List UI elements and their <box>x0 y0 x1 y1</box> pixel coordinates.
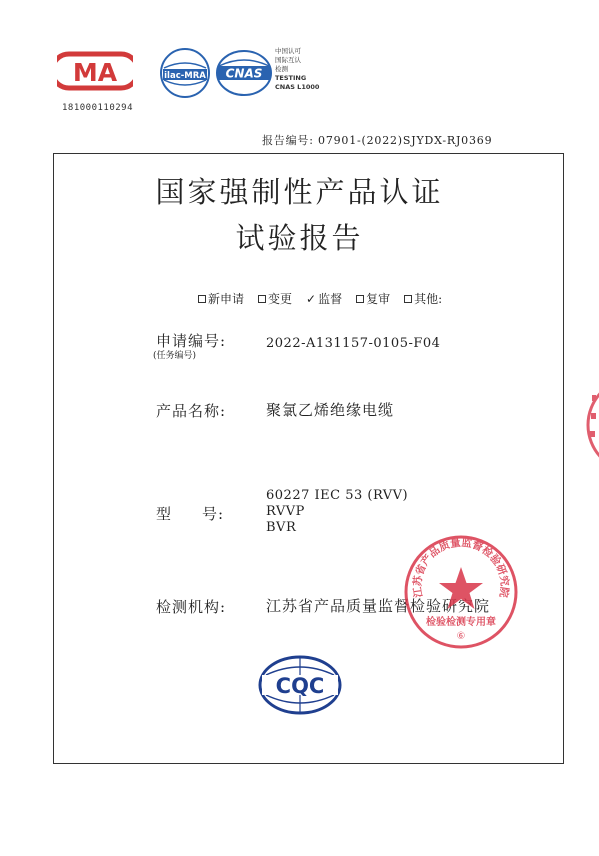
stamp-subtext: 检验检测专用章 <box>426 617 496 628</box>
report-type-checkboxes <box>198 290 442 307</box>
checkbox-other[interactable] <box>404 290 442 307</box>
checkbox-label: 监督 <box>318 292 343 306</box>
cnas-line: 国际互认 <box>275 56 301 64</box>
stamp-number: ⑥ <box>456 631 466 642</box>
cnas-line: 中国认可 <box>275 47 301 55</box>
report-title-line1: 国家强制性产品认证 <box>155 175 444 209</box>
ilac-logo-text: ilac-MRA <box>164 71 206 81</box>
report-title-line2: 试验报告 <box>235 221 364 255</box>
checkbox-empty-icon <box>356 295 364 303</box>
checkbox-new-application[interactable] <box>198 290 244 307</box>
checkmark-icon: ✓ <box>306 291 317 306</box>
model-label-char2: 号: <box>202 505 225 523</box>
official-seal-stamp <box>402 533 520 651</box>
task-number-sublabel: (任务编号) <box>153 351 197 361</box>
cnas-accreditation-text <box>275 47 319 92</box>
checkbox-empty-icon <box>404 295 412 303</box>
cnas-line: TESTING <box>275 74 307 82</box>
checkbox-label: 变更 <box>268 292 293 306</box>
cqc-logo <box>258 655 342 715</box>
checkbox-label: 其他: <box>414 292 443 306</box>
checkbox-supervision[interactable] <box>306 290 342 307</box>
product-name-label: 产品名称: <box>156 402 227 420</box>
application-number-value: 2022-A131157-0105-F04 <box>266 336 441 351</box>
cma-logo <box>57 50 133 92</box>
stamp-arc-text: 江苏省产品质量监督检验研究院 <box>411 536 511 599</box>
checkbox-label: 新申请 <box>208 292 245 306</box>
cnas-logo-text: CNAS <box>225 66 263 81</box>
cma-logo-text: MA <box>72 58 118 87</box>
checkbox-change[interactable] <box>258 290 292 307</box>
model-value-3: BVR <box>266 520 297 535</box>
ilac-mra-logo <box>158 46 212 100</box>
testing-organization-label: 检测机构: <box>156 598 227 616</box>
checkbox-empty-icon <box>198 295 206 303</box>
testing-organization-value: 江苏省产品质量监督检验研究院 <box>266 597 491 615</box>
cnas-logo <box>215 48 273 98</box>
partial-seal-stamp <box>580 375 599 475</box>
report-number-value: 07901-(2022)SJYDX-RJ0369 <box>318 134 493 147</box>
checkbox-label: 复审 <box>366 292 391 306</box>
product-name-value: 聚氯乙烯绝缘电缆 <box>266 401 395 419</box>
model-value-2: RVVP <box>266 504 305 519</box>
model-label-char1: 型 <box>156 505 173 523</box>
star-icon <box>439 567 483 609</box>
cnas-line: CNAS L1000 <box>275 83 320 91</box>
report-number <box>262 132 492 148</box>
cnas-line: 检测 <box>275 65 288 73</box>
application-number-label: 申请编号: <box>156 332 227 350</box>
cma-code: 181000110294 <box>62 103 134 113</box>
report-number-label: 报告编号: <box>262 134 314 147</box>
checkbox-empty-icon <box>258 295 266 303</box>
cqc-logo-text: CQC <box>275 674 325 698</box>
model-value-1: 60227 IEC 53 (RVV) <box>266 488 409 503</box>
checkbox-review[interactable] <box>356 290 390 307</box>
